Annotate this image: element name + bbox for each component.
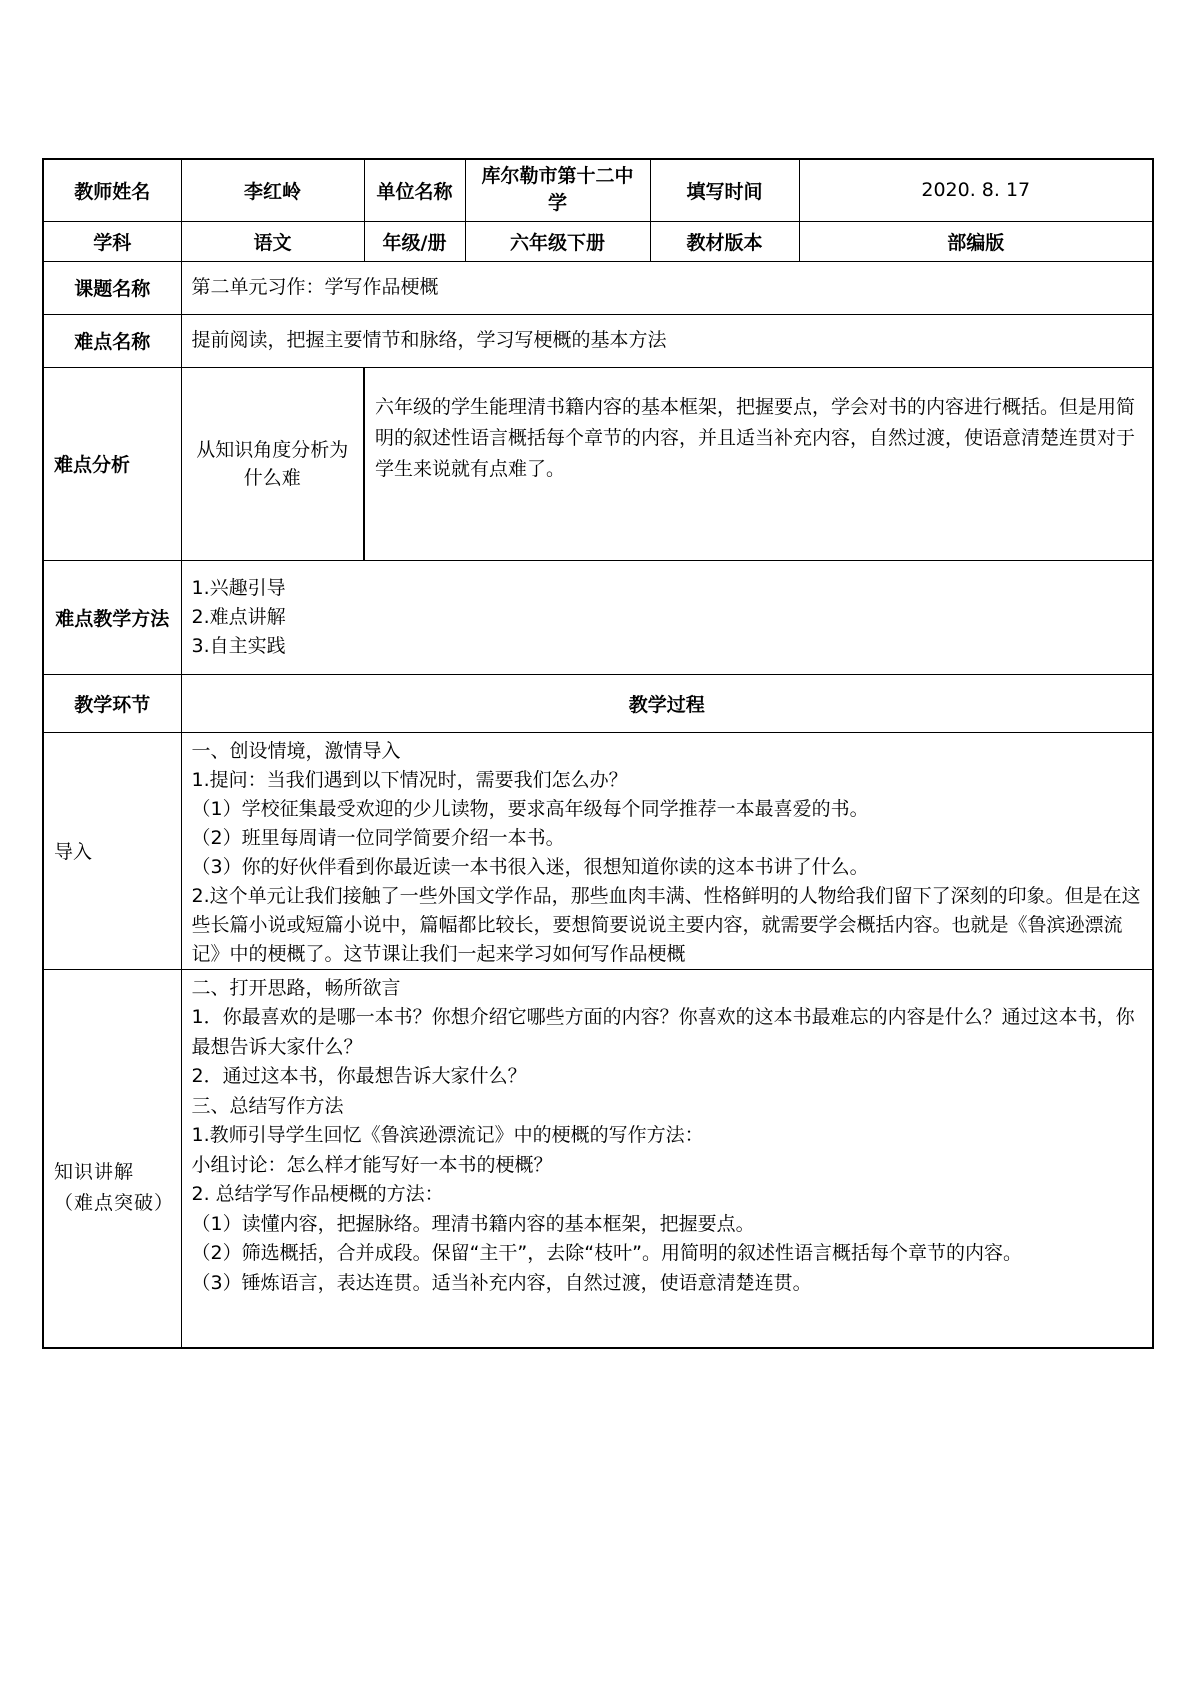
intro-line: 1.提问：当我们遇到以下情况时，需要我们怎么办？: [191, 768, 628, 791]
knowledge-line: （3）锤炼语言，表达连贯。适当补充内容，自然过渡，使语意清楚连贯。: [191, 1271, 812, 1294]
grade-label: 年级/册: [364, 221, 465, 261]
fill-date-label: 填写时间: [650, 159, 799, 221]
knowledge-line: （1）读懂内容，把握脉络。理清书籍内容的基本框架，把握要点。: [191, 1212, 755, 1235]
analysis-sub-label: 从知识角度分析为什么难: [181, 367, 364, 560]
intro-line: （2）班里每周请一位同学简要介绍一本书。: [191, 826, 565, 849]
subject-value: 语文: [181, 221, 364, 261]
fill-date-value: 2020. 8. 17: [799, 159, 1153, 221]
difficulty-value: 提前阅读，把握主要情节和脉络，学习写梗概的基本方法: [181, 314, 1153, 367]
intro-content: [181, 732, 1153, 969]
intro-line: （1）学校征集最受欢迎的少儿读物，要求高年级每个同学推荐一本最喜爱的书。: [191, 797, 869, 820]
unit-name-label: 单位名称: [364, 159, 465, 221]
knowledge-line: 1.教师引导学生回忆《鲁滨逊漂流记》中的梗概的写作方法：: [191, 1124, 704, 1146]
topic-label: 课题名称: [43, 261, 181, 314]
intro-line: （3）你的好伙伴看到你最近读一本书很入迷，很想知道你读的这本书讲了什么。: [191, 855, 869, 878]
knowledge-line: 2．通过这本书，你最想告诉大家什么？: [191, 1065, 527, 1087]
analysis-text: 六年级的学生能理清书籍内容的基本框架，把握要点，学会对书的内容进行概括。但是用简明的叙述性语言概括每个章节的内容，并且适当补充内容，自然过渡，使语意清楚连贯对于学生来说就有点难了。: [364, 367, 1153, 560]
intro-line: 一、创设情境，激情导入: [191, 739, 401, 762]
process-header: 教学过程: [181, 674, 1153, 732]
knowledge-line: 三、总结写作方法: [191, 1094, 344, 1117]
intro-label: 导入: [43, 732, 181, 969]
stage-header: 教学环节: [43, 674, 181, 732]
edition-label: 教材版本: [650, 221, 799, 261]
knowledge-content: [181, 969, 1153, 1348]
knowledge-line: 1．你最喜欢的是哪一本书？你想介绍它哪些方面的内容？你喜欢的这本书最难忘的内容是什么？通过这本书，你最想告诉大家什么？: [191, 1006, 1135, 1058]
lesson-plan-table: [42, 158, 1154, 1349]
knowledge-line: 二、打开思路，畅所欲言: [191, 976, 401, 999]
topic-value: 第二单元习作：学写作品梗概: [181, 261, 1153, 314]
knowledge-line: （2）筛选概括，合并成段。保留“主干”，去除“枝叶”。用简明的叙述性语言概括每个章节的内容。: [191, 1242, 1022, 1264]
knowledge-line: 2. 总结学写作品梗概的方法：: [191, 1183, 444, 1205]
knowledge-label: 知识讲解（难点突破）: [43, 969, 181, 1348]
subject-label: 学科: [43, 221, 181, 261]
unit-name-value: 库尔勒市第十二中学: [465, 159, 650, 221]
methods-list: [181, 560, 1153, 674]
edition-value: 部编版: [799, 221, 1153, 261]
methods-label: 难点教学方法: [43, 560, 181, 674]
method-item: 2.难点讲解: [191, 605, 286, 628]
lesson-plan-page: [42, 158, 1152, 1349]
teacher-name-value: 李红岭: [181, 159, 364, 221]
analysis-label: 难点分析: [43, 367, 181, 560]
teacher-name-label: 教师姓名: [43, 159, 181, 221]
difficulty-label: 难点名称: [43, 314, 181, 367]
method-item: 3.自主实践: [191, 634, 286, 657]
grade-value: 六年级下册: [465, 221, 650, 261]
intro-line: 2.这个单元让我们接触了一些外国文学作品，那些血肉丰满、性格鲜明的人物给我们留下了深刻的印象。但是在这些长篇小说或短篇小说中，篇幅都比较长，要想简要说说主要内容，就需要学会概括内容。也就是《鲁滨逊漂流记》中的梗概了。这节课让我们一起来学习如何写作品梗概: [191, 884, 1141, 965]
knowledge-line: 小组讨论：怎么样才能写好一本书的梗概？: [191, 1153, 553, 1176]
method-item: 1.兴趣引导: [191, 576, 286, 599]
